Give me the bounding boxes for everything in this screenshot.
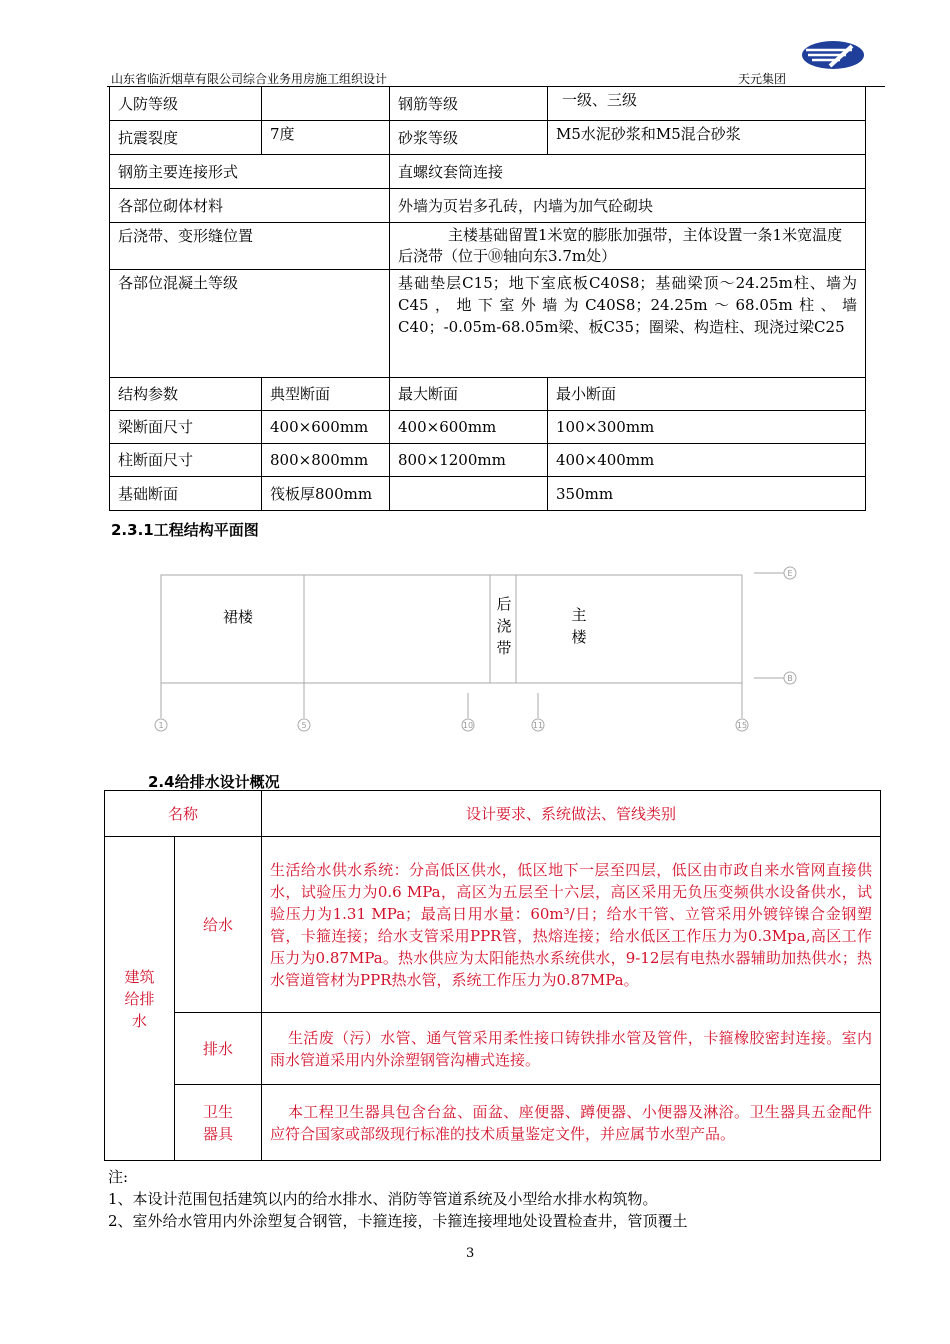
cell-label: 给水 <box>175 837 262 1013</box>
cell-label: 各部位砌体材料 <box>110 189 390 223</box>
section-heading-24: 2.4给排水设计概况 <box>148 773 280 791</box>
cell-value: 生活给水供水系统：分高低区供水，低区地下一层至四层，低区由市政自来水管网直接供水，试验压力为0.6 MPa，高区为五层至十六层，高区采用无负压变频供水设备供水，试验压力为1.31 MPa；最高日用水量：60m³/日；给水干管、立管采用外镀锌镍合金钢塑管，卡箍连接；给水支管采用PPR管，热熔连接；给水低区工作压力为0.3Mpa,高区工作压力为0.87MPa。热水供应为太阳能热水系统供水，9-12层有电热水器辅助加热供水；热水管道管材为PPR热水管，系统工作压力为0.87MPa。 <box>262 837 881 1013</box>
section-heading-231: 2.3.1工程结构平面图 <box>111 521 259 539</box>
cell-label: 抗震裂度 <box>110 121 262 155</box>
notes-title: 注: <box>108 1168 129 1186</box>
cell-header: 最小断面 <box>548 378 866 411</box>
cell-value: 筏板厚800mm <box>262 477 390 511</box>
strip-label-char: 后 <box>496 595 512 613</box>
cell-header: 名称 <box>105 791 262 837</box>
cell-value: 400×600mm <box>390 411 548 444</box>
cell-value: 基础垫层C15；地下室底板C40S8；基础梁顶～24.25m柱、墙为C45，地下室外墙为C40S8；24.25m～68.05m柱、墙C40；-0.05m-68.05m梁、板C35；圈梁、构造柱、现浇过梁C25 <box>390 270 866 378</box>
axis-label: 10 <box>462 721 474 730</box>
tianyuan-logo <box>800 38 866 72</box>
notes <box>108 1166 883 1232</box>
page-number: 3 <box>466 1246 475 1261</box>
cell-value: 一级、三级 <box>548 87 866 121</box>
cell-label: 砂浆等级 <box>390 121 548 155</box>
cell-label: 钢筋等级 <box>390 87 548 121</box>
podium-label: 裙楼 <box>222 608 254 626</box>
cell-label: 基础断面 <box>110 477 262 511</box>
table-row <box>110 87 866 121</box>
cell-value <box>390 477 548 511</box>
table-row <box>110 444 866 477</box>
cell-value: 7度 <box>262 121 390 155</box>
cell-label: 梁断面尺寸 <box>110 411 262 444</box>
table-row <box>110 411 866 444</box>
axis-label: 1 <box>158 721 164 730</box>
axis-label: 15 <box>736 721 748 730</box>
cell-value: 100×300mm <box>548 411 866 444</box>
axis-label: E <box>787 569 793 578</box>
cell-header: 设计要求、系统做法、管线类别 <box>262 791 881 837</box>
table-row <box>110 223 866 270</box>
note-item: 1、本设计范围包括建筑以内的给水排水、消防等管道系统及小型给水排水构筑物。 <box>108 1190 658 1208</box>
cell-label: 排水 <box>175 1013 262 1085</box>
table-row <box>110 270 866 378</box>
cell-label: 钢筋主要连接形式 <box>110 155 390 189</box>
cell-header: 结构参数 <box>110 378 262 411</box>
cell-header: 最大断面 <box>390 378 548 411</box>
table-row <box>110 155 866 189</box>
cell-value: 主楼基础留置1米宽的膨胀加强带，主体设置一条1米宽温度后浇带（位于⑩轴向东3.7m处） <box>390 223 866 270</box>
cell-value: 800×800mm <box>262 444 390 477</box>
cell-value: 400×400mm <box>548 444 866 477</box>
table-row <box>105 1085 881 1161</box>
cell-value: 400×600mm <box>262 411 390 444</box>
cell-value: 外墙为页岩多孔砖，内墙为加气砼砌块 <box>390 189 866 223</box>
axis-label: 5 <box>301 721 307 730</box>
structure-table <box>109 86 866 511</box>
cell-value: 350mm <box>548 477 866 511</box>
building-outline <box>161 575 742 683</box>
axis-label: 11 <box>532 721 544 730</box>
cell-value: 直螺纹套筒连接 <box>390 155 866 189</box>
drainage-table <box>104 790 881 1161</box>
strip-label-char: 浇 <box>496 617 512 635</box>
group-cell: 建筑给排水 <box>105 837 175 1161</box>
tower-label-char: 主 <box>571 606 587 624</box>
table-row <box>105 837 881 1013</box>
cell-label: 人防等级 <box>110 87 262 121</box>
note-item: 2、室外给水管用内外涂塑复合钢管，卡箍连接，卡箍连接埋地处设置检查井，管顶覆土 <box>108 1212 688 1230</box>
cell-value: 800×1200mm <box>390 444 548 477</box>
table-row <box>105 791 881 837</box>
cell-label: 后浇带、变形缝位置 <box>110 223 390 270</box>
strip-label-char: 带 <box>496 639 512 657</box>
cell-header: 典型断面 <box>262 378 390 411</box>
table-row <box>110 477 866 511</box>
cell-value <box>262 87 390 121</box>
header-title: 山东省临沂烟草有限公司综合业务用房施工组织设计 <box>111 72 388 86</box>
cell-value: 本工程卫生器具包含台盆、面盆、座便器、蹲便器、小便器及淋浴。卫生器具五金配件应符合国家或部级现行标准的技术质量鉴定文件，并应属节水型产品。 <box>262 1085 881 1161</box>
table-row <box>110 121 866 155</box>
tower-label-char: 楼 <box>571 628 587 646</box>
cell-label: 柱断面尺寸 <box>110 444 262 477</box>
header-company: 天元集团 <box>738 72 787 86</box>
table-row <box>110 378 866 411</box>
cell-value: M5水泥砂浆和M5混合砂浆 <box>548 121 866 155</box>
table-row <box>105 1013 881 1085</box>
table-row <box>110 189 866 223</box>
cell-label: 各部位混凝土等级 <box>110 270 390 378</box>
structure-plan-drawing <box>150 560 810 740</box>
cell-value: 生活废（污）水管、通气管采用柔性接口铸铁排水管及管件，卡箍橡胶密封连接。室内雨水管道采用内外涂塑钢管沟槽式连接。 <box>262 1013 881 1085</box>
cell-label: 卫生器具 <box>175 1085 262 1161</box>
axis-label: B <box>787 674 793 683</box>
